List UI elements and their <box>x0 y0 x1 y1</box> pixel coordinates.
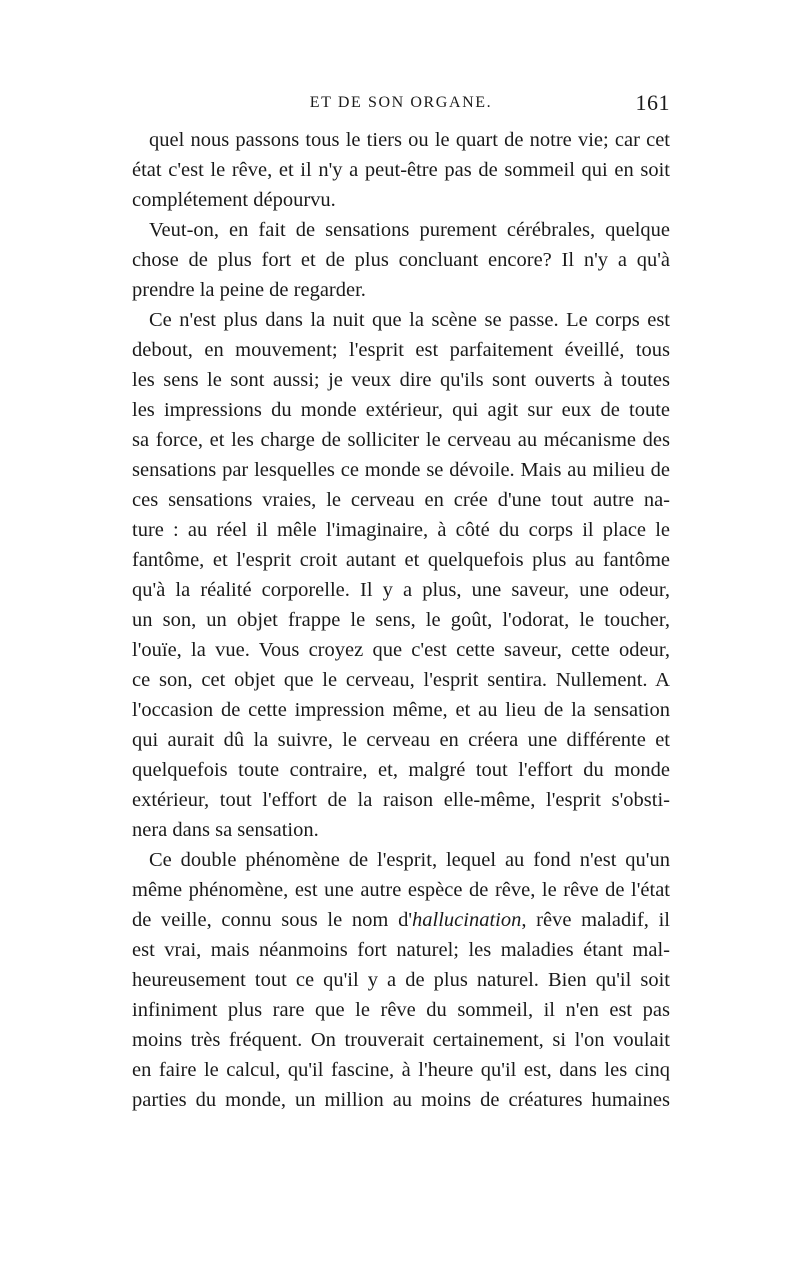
text-line: sensations par lesquelles ce monde se dévoile. Mais au milieu de <box>132 459 670 481</box>
text-line: ce son, cet objet que le cerveau, l'esprit sentira. Nullement. A <box>132 669 670 691</box>
running-title: ET DE SON ORGANE. <box>309 94 493 111</box>
text-line: moins très fréquent. On trouverait certainement, si l'on voulait <box>132 1029 670 1051</box>
text-line: en faire le calcul, qu'il fascine, à l'heure qu'il est, dans les cinq <box>132 1059 670 1081</box>
page-number: 161 <box>635 90 670 115</box>
text-line: prendre la peine de regarder. <box>132 279 366 301</box>
text-line: fantôme, et l'esprit croit autant et quelquefois plus au fantôme <box>132 549 670 571</box>
text-line: ces sensations vraies, le cerveau en crée d'une tout autre na- <box>132 489 670 511</box>
text-line: l'ouïe, la vue. Vous croyez que c'est cette saveur, cette odeur, <box>132 639 670 661</box>
text-line: debout, en mouvement; l'esprit est parfaitement éveillé, tous <box>132 339 670 361</box>
text-line: infiniment plus rare que le rêve du sommeil, il n'en est pas <box>132 999 670 1021</box>
paragraph <box>132 305 670 845</box>
text-line: un son, un objet frappe le sens, le goût, l'odorat, le toucher, <box>132 609 670 631</box>
text-line: de veille, connu sous le nom d'hallucination, rêve maladif, il <box>132 909 671 931</box>
text-line: même phénomène, est une autre espèce de rêve, le rêve de l'état <box>132 879 670 901</box>
text-line: chose de plus fort et de plus concluant encore? Il n'y a qu'à <box>132 249 670 271</box>
text-line: quel nous passons tous le tiers ou le quart de notre vie; car cet <box>149 129 670 151</box>
text-line: qui aurait dû la suivre, le cerveau en créera une différente et <box>132 729 670 751</box>
paragraph <box>132 125 670 215</box>
body-text <box>132 125 670 1115</box>
text-line: sa force, et les charge de solliciter le cerveau au mécanisme des <box>132 429 670 451</box>
text-line: ture : au réel il mêle l'imaginaire, à côté du corps il place le <box>132 519 670 541</box>
paragraph <box>132 215 670 305</box>
text-line: heureusement tout ce qu'il y a de plus naturel. Bien qu'il soit <box>132 969 670 991</box>
text-line: parties du monde, un million au moins de créatures humaines <box>132 1089 670 1111</box>
text-line: extérieur, tout l'effort de la raison elle-même, l'esprit s'obsti- <box>132 789 670 811</box>
text-line: état c'est le rêve, et il n'y a peut-être pas de sommeil qui en soit <box>132 159 670 181</box>
text-line: les sens le sont aussi; je veux dire qu'ils sont ouverts à toutes <box>132 369 670 391</box>
text-line: qu'à la réalité corporelle. Il y a plus, une saveur, une odeur, <box>132 579 670 601</box>
text-line: Veut-on, en fait de sensations purement cérébrales, quelque <box>149 219 670 241</box>
text-line: Ce double phénomène de l'esprit, lequel au fond n'est qu'un <box>149 849 670 871</box>
running-head <box>132 92 670 116</box>
text-line: les impressions du monde extérieur, qui agit sur eux de toute <box>132 399 670 421</box>
text-line: Ce n'est plus dans la nuit que la scène se passe. Le corps est <box>149 309 670 331</box>
text-line: complétement dépourvu. <box>132 189 336 211</box>
text-line: nera dans sa sensation. <box>132 819 319 841</box>
text-line: est vrai, mais néanmoins fort naturel; les maladies étant mal- <box>132 939 670 961</box>
paragraph <box>132 845 670 1115</box>
text-line: l'occasion de cette impression même, et au lieu de la sensation <box>132 699 670 721</box>
text-line: quelquefois toute contraire, et, malgré tout l'effort du monde <box>132 759 670 781</box>
